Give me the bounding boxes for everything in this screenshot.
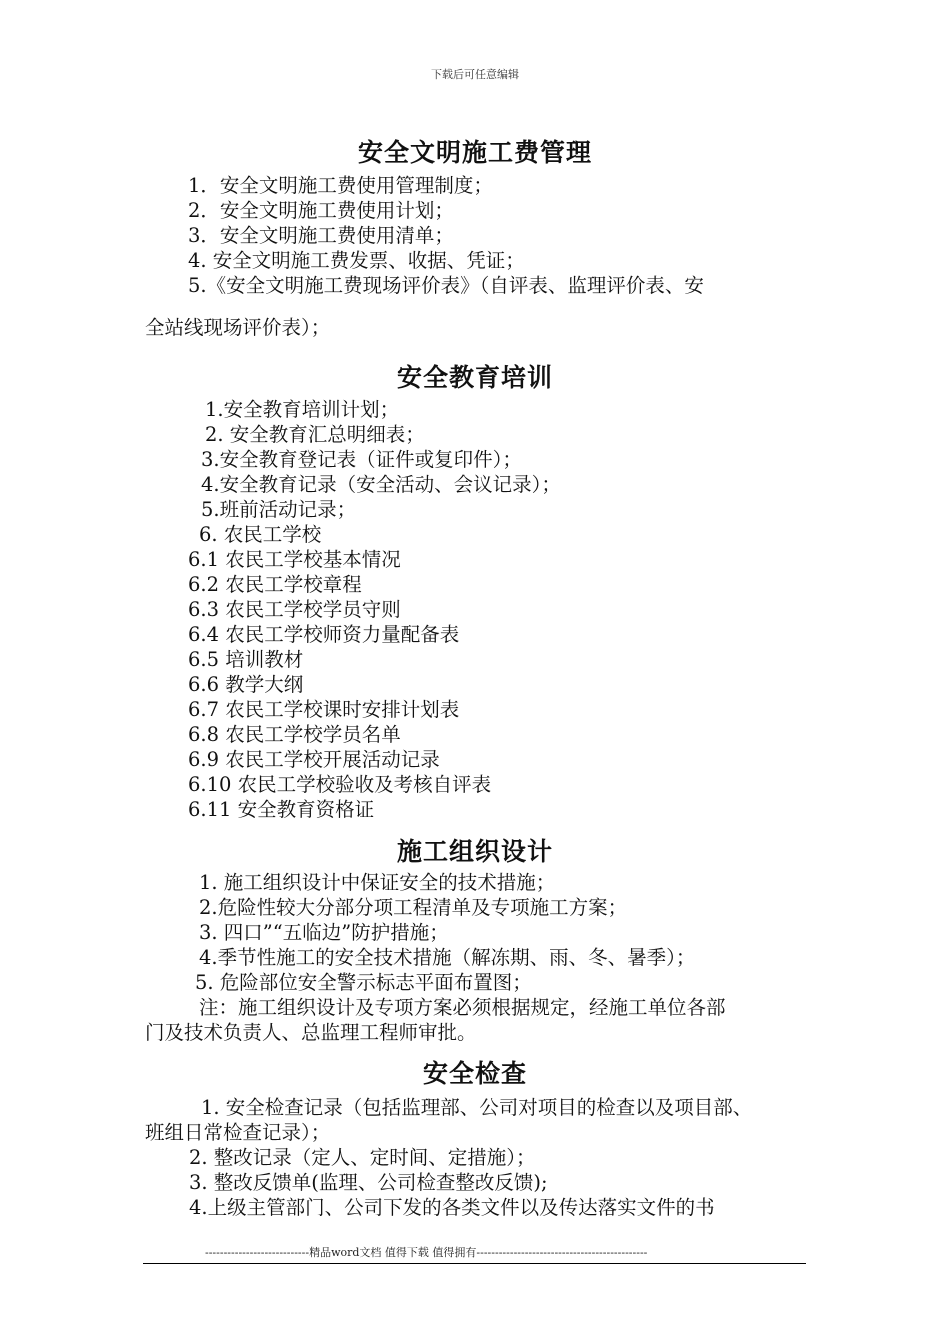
list-item: 3．安全文明施工费使用清单； xyxy=(188,224,454,247)
list-item: 6.1 农民工学校基本情况 xyxy=(188,548,401,571)
list-item: 2. 安全教育汇总明细表； xyxy=(205,423,425,446)
list-item: 1. 安全检查记录（包括监理部、公司对项目的检查以及项目部、 xyxy=(201,1096,753,1119)
list-item: 1．安全文明施工费使用管理制度； xyxy=(188,174,493,197)
list-item: 1.安全教育培训计划； xyxy=(205,398,400,421)
section-title: 安全检查 xyxy=(422,1059,527,1088)
list-item: 班组日常检查记录）； xyxy=(145,1121,331,1144)
note-line: 注：施工组织设计及专项方案必须根据规定，经施工单位各部 xyxy=(199,996,726,1019)
section-title: 施工组织设计 xyxy=(396,837,553,866)
list-item: 6.2 农民工学校章程 xyxy=(188,573,362,596)
list-item: 6.11 安全教育资格证 xyxy=(188,798,375,821)
list-item: 4. 安全文明施工费发票、收据、凭证； xyxy=(188,249,525,272)
list-item: 2. 整改记录（定人、定时间、定措施）； xyxy=(189,1146,536,1169)
page-header: 下载后可任意编辑 xyxy=(431,68,519,81)
section-title: 安全教育培训 xyxy=(396,363,553,392)
list-item: 1. 施工组织设计中保证安全的技术措施； xyxy=(199,871,556,894)
list-item: 6.9 农民工学校开展活动记录 xyxy=(188,748,440,771)
list-item: 4.安全教育记录（安全活动、会议记录）； xyxy=(201,473,561,496)
list-item: 6. 农民工学校 xyxy=(199,523,322,546)
list-item: 2.危险性较大分部分项工程清单及专项施工方案； xyxy=(199,896,628,919)
list-item: 6.7 农民工学校课时安排计划表 xyxy=(188,698,460,721)
list-item: 6.5 培训教材 xyxy=(188,648,304,671)
list-item: 5.班前活动记录； xyxy=(201,498,357,521)
list-item: 6.8 农民工学校学员名单 xyxy=(188,723,401,746)
note-line: 门及技术负责人、总监理工程师审批。 xyxy=(145,1021,477,1044)
list-item: 2．安全文明施工费使用计划； xyxy=(188,199,454,222)
footer-divider xyxy=(143,1263,806,1264)
list-item: 3. 四口”“五临边”防护措施； xyxy=(199,921,449,944)
list-item: 3.安全教育登记表（证件或复印件）； xyxy=(201,448,522,471)
section-title: 安全文明施工费管理 xyxy=(357,138,592,167)
list-item: 6.4 农民工学校师资力量配备表 xyxy=(188,623,460,646)
list-item: 5.《安全文明施工费现场评价表》（自评表、监理评价表、安 xyxy=(188,274,704,297)
list-item: 6.3 农民工学校学员守则 xyxy=(188,598,401,621)
list-item: 6.10 农民工学校验收及考核自评表 xyxy=(188,773,492,796)
list-item: 5. 危险部位安全警示标志平面布置图； xyxy=(195,971,532,994)
list-item: 6.6 教学大纲 xyxy=(188,673,304,696)
list-item: 全站线现场评价表）； xyxy=(145,316,331,339)
list-item: 4.季节性施工的安全技术措施（解冻期、雨、冬、暑季）； xyxy=(199,946,696,969)
list-item: 3. 整改反馈单(监理、公司检查整改反馈); xyxy=(189,1171,548,1194)
list-item: 4.上级主管部门、公司下发的各类文件以及传达落实文件的书 xyxy=(189,1196,715,1219)
page-footer: ----------------------------精品word文档 值得下载 值得拥有---------------------------------------------- xyxy=(205,1246,648,1259)
